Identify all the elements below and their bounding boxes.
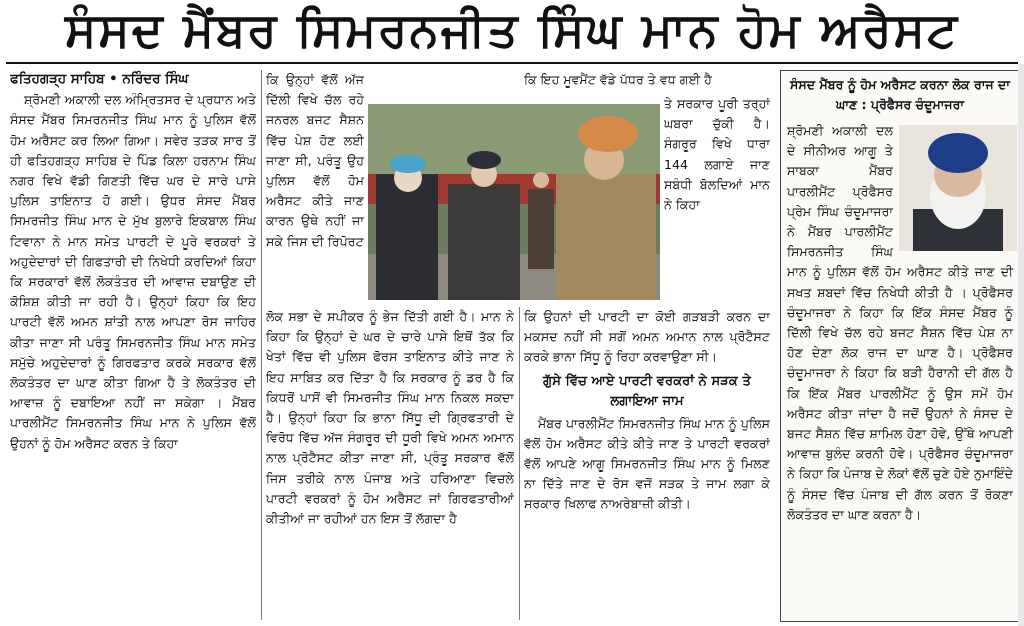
column-3-narrow [664,94,770,300]
news-photo [368,104,660,300]
column-3-top [524,70,770,94]
sidebar-body [787,121,1013,525]
column-2-top-text: ਕਿ ਉਨ੍ਹਾਂ ਵੱਲੋਂ ਅੱਜ ਦਿੱਲੀ ਵਿਖੇ ਚੱਲ ਰਹੇ ਜਨਰਲ ਬਜਟ ਸੈਸ਼ਨ ਵਿੱਚ ਪੇਸ਼ ਹੋਣ ਲਈ ਜਾਣਾ ਸੀ, ਪਰੰਤੂ ਉਹ ਪੁਲਿਸ ਵੱਲੋਂ ਹੋਮ ਅਰੈਸਟ ਕੀਤੇ ਜਾਣ ਕਾਰਨ ਉਥੇ ਨਹੀਂ ਜਾ ਸਕੇ ਜਿਸ ਦੀ ਰਿਪੋਰਟ [266,72,364,249]
column-1-text: ਸ਼੍ਰੋਮਣੀ ਅਕਾਲੀ ਦਲ ਅੰਮ੍ਰਿਤਸਰ ਦੇ ਪ੍ਰਧਾਨ ਅਤੇ ਸੰਸਦ ਮੈਂਬਰ ਸਿਮਰਨਜੀਤ ਸਿੰਘ ਮਾਨ ਨੂੰ ਪੁਲਿਸ ਵੱਲੋਂ ਹੋਮ ਅਰੈਸਟ ਕਰ ਲਿਆ ਗਿਆ। ਸਵੇਰ ਤੜਕ ਸਾਰ ਤੋਂ ਹੀ ਫਤਿਹਗੜ੍ਹ ਸਾਹਿਬ ਦੇ ਪਿੰਡ ਕਿਲਾ ਹਰਨਾਮ ਸਿੰਘ ਨਗਰ ਵਿਖੇ ਵੱਡੀ ਗਿਣਤੀ ਵਿੱਚ ਘਰ ਦੇ ਸਾਰੇ ਪਾਸੇ ਪੁਲਿਸ ਤਾਇਨਾਤ ਹੋ ਗਈ। ਉਧਰ ਸੰਸਦ ਮੈਂਬਰ ਸਿਮਰਜੀਤ ਸਿੰਘ ਮਾਨ ਦੇ ਮੁੱਖ ਬੁਲਾਰੇ ਇਕਬਾਲ ਸਿੰਘ ਟਿਵਾਨਾ ਨੇ ਮਾਨ ਸਮੇਤ ਪਾਰਟੀ ਦੇ ਪੂਰੇ ਵਰਕਰਾਂ ਤੇ ਅਹੁਦੇਦਾਰਾਂ ਦੀ ਗਿਫਤਾਰੀ ਦੀ ਨਿਖੇਧੀ ਕਰਦਿਆਂ ਕਿਹਾ ਕਿ ਸਰਕਾਰਾਂ ਵੱਲੋਂ ਲੋਕਤੰਤਰ ਦੀ ਆਵਾਜ਼ ਦਬਾਉਣ ਦੀ ਕੋਸ਼ਿਸ਼ ਕੀਤੀ ਜਾ ਰਹੀ ਹੈ। ਉਨ੍ਹਾਂ ਕਿਹਾ ਕਿ ਇਹ ਪਾਰਟੀ ਵੱਲੋਂ ਅਮਨ ਸ਼ਾਂਤੀ ਨਾਲ ਆਪਣਾ ਰੋਸ ਜਾਹਿਰ ਕੀਤਾ ਜਾਣਾ ਸੀ ਪਰੰਤੂ ਸਿਮਰਨਜੀਤ ਸਿੰਘ ਮਾਨ ਸਮੇਤ ਸਮੁੱਚੇ ਅਹੁਦੇਦਾਰਾਂ ਨੂੰ ਗਿਰਫਤਾਰ ਕਰਕੇ ਸਰਕਾਰ ਵੱਲੋਂ ਲੋਕਤੰਤਰ ਦਾ ਘਾਣ ਕੀਤਾ ਗਿਆ ਹੈ ਤੇ ਲੋਕਤੰਤਰ ਦੀ ਆਵਾਜ਼ ਨੂੰ ਦਬਾਇਆ ਨਹੀਂ ਜਾ ਸਕੇਗਾ । ਮੈਂਬਰ ਪਾਰਲੀਮੈਂਟ ਸਿਮਰਨਜੀਤ ਸਿੰਘ ਮਾਨ ਨੇ ਪੁਲਿਸ ਵੱਲੋਂ ਉਹਨਾਂ ਨੂੰ ਹੋਮ ਅਰੈਸਟ ਕਰਨ ਤੇ ਕਿਹਾ [10,92,256,451]
page-headline: ਸੰਸਦ ਮੈਂਬਰ ਸਿਮਰਨਜੀਤ ਸਿੰਘ ਮਾਨ ਹੋਮ ਅਰੈਸਟ [64,3,959,58]
portrait-photo [899,125,1017,251]
column-2-continued [266,307,514,621]
column-1 [10,70,256,622]
byline: ਫਤਿਹਗੜ੍ਹ ਸਾਹਿਬ • ਨਰਿੰਦਰ ਸਿੰਘ [10,72,189,87]
column-3-subhead: ਗੁੱਸੇ ਵਿੱਚ ਆਏ ਪਾਰਟੀ ਵਰਕਰਾਂ ਨੇ ਸੜਕ ਤੇ ਲਗਾਇਆ ਜਾਮ [543,373,751,409]
photo-image [368,104,660,300]
column-3-continued [524,307,770,621]
sidebar-headline: ਸੰਸਦ ਮੈਂਬਰ ਨੂੰ ਹੋਮ ਅਰੈਸਟ ਕਰਨਾ ਲੋਕ ਰਾਜ ਦਾ ਘਾਣ : ਪ੍ਰੋਫੈਸਰ ਚੰਦੂਮਾਜਰਾ [790,77,1010,112]
column-3-body: ਮੈਂਬਰ ਪਾਰਲੀਮੈਂਟ ਸਿਮਰਨਜੀਤ ਸਿੰਘ ਮਾਨ ਨੂੰ ਪੁਲਿਸ ਵੱਲੋਂ ਹੋਮ ਅਰੈਸਟ ਕੀਤੇ ਕੀਤੇ ਜਾਣ ਤੇ ਪਾਰਟੀ ਵਰਕਰਾਂ ਵੱਲੋਂ ਆਪਣੇ ਆਗੂ ਸਿਮਰਨਜੀਤ ਸਿੰਘ ਮਾਨ ਨੂੰ ਮਿਲਣ ਨਾ ਦਿੱਤੇ ਜਾਣ ਦੇ ਰੋਸ ਵਜੋਂ ਸੜਕ ਤੇ ਜਾਮ ਲਗਾ ਕੇ ਸਰਕਾਰ ਖਿਲਾਫ ਨਾਅਰੇਬਾਜ਼ੀ ਕੀਤੀ। [524,415,770,512]
column-2-continued-text: ਲੋਕ ਸਭਾ ਦੇ ਸਪੀਕਰ ਨੂੰ ਭੇਜ ਦਿੱਤੀ ਗਈ ਹੈ। ਮਾਨ ਨੇ ਕਿਹਾ ਕਿ ਉਨ੍ਹਾਂ ਦੇ ਘਰ ਦੇ ਚਾਰੇ ਪਾਸੇ ਇਥੋਂ ਤੱਕ ਕਿ ਖੇਤਾਂ ਵਿੱਚ ਵੀ ਪੁਲਿਸ ਫੋਰਸ ਤਾਇਨਾਤ ਕੀਤੇ ਜਾਣ ਨੇ ਇਹ ਸਾਬਿਤ ਕਰ ਦਿੱਤਾ ਹੈ ਕਿ ਸਰਕਾਰ ਨੂੰ ਡਰ ਹੈ ਕਿ ਕਿਧਰੋਂ ਪਾਸੋਂ ਵੀ ਸਿਮਰਜੀਤ ਸਿੰਘ ਮਾਨ ਨਿਕਲ ਸਕਦਾ ਹੈ। ਉਨ੍ਹਾਂ ਕਿਹਾ ਕਿ ਭਾਨਾ ਸਿੱਧੂ ਦੀ ਗ੍ਰਿਫਤਾਰੀ ਦੇ ਵਿਰੋਧ ਵਿੱਚ ਅੱਜ ਸੰਗਰੂਰ ਦੀ ਧੂਰੀ ਵਿਖੇ ਅਮਨ ਅਮਾਨ ਨਾਲ ਪ੍ਰੋਟੈਸਟ ਕੀਤਾ ਜਾਣਾ ਸੀ, ਪ੍ਰੰਤੂ ਸਰਕਾਰ ਵੱਲੋਂ ਜਿਸ ਤਰੀਕੇ ਨਾਲ ਪੰਜਾਬ ਅਤੇ ਹਰਿਆਣਾ ਵਿਚਲੇ ਪਾਰਟੀ ਵਰਕਰਾਂ ਨੂੰ ਹੋਮ ਅਰੈਸਟ ਜਾਂ ਗਿਰਫਤਾਰੀਆਂ ਕੀਤੀਆਂ ਜਾ ਰਹੀਆਂ ਹਨ ਇਸ ਤੋਂ ਲੱਗਦਾ ਹੈ [266,309,514,527]
sidebar-body-text: ਸ਼੍ਰੋਮਣੀ ਅਕਾਲੀ ਦਲ ਦੇ ਸੀਨੀਅਰ ਆਗੂ ਤੇ ਸਾਬਕਾ ਮੈਂਬਰ ਪਾਰਲੀਮੈਂਟ ਪ੍ਰੋਫੈਸਰ ਪ੍ਰੇਮ ਸਿੰਘ ਚੰਦੂਮਾਜਰਾ ਨੇ ਮੈਂਬਰ ਪਾਰਲੀਮੈਂਟ ਸਿਮਰਨਜੀਤ ਸਿੰਘ ਮਾਨ ਨੂੰ ਪੁਲਿਸ ਵੱਲੋਂ ਹੋਮ ਅਰੈਸਟ ਕੀਤੇ ਜਾਣ ਦੀ ਸਖਤ ਸ਼ਬਦਾਂ ਵਿੱਚ ਨਿਖੇਧੀ ਕੀਤੀ ਹੈ । ਪ੍ਰੋਫੈਸਰ ਚੰਦੂਮਾਜਰਾ ਨੇ ਕਿਹਾ ਕਿ ਇੱਕ ਸੰਸਦ ਮੈਂਬਰ ਨੂੰ ਦਿੱਲੀ ਵਿਖੇ ਚੱਲ ਰਹੇ ਬਜਟ ਸੈਸ਼ਨ ਵਿੱਚ ਪੇਸ਼ ਨਾ ਹੋਣ ਦੇਣਾ ਲੋਕ ਰਾਜ ਦਾ ਘਾਣ ਹੈ। ਪ੍ਰੋਫੈਸਰ ਚੰਦੂਮਾਜਰਾ ਨੇ ਕਿਹਾ ਕਿ ਬੜੀ ਹੈਰਾਨੀ ਦੀ ਗੱਲ ਹੈ ਕਿ ਇੱਕ ਮੈਂਬਰ ਪਾਰਲੀਮੈਂਟ ਨੂੰ ਉਸ ਸਮੇਂ ਹੋਮ ਅਰੈਸਟ ਕੀਤਾ ਜਾਂਦਾ ਹੈ ਜਦੋਂ ਉਹਨਾਂ ਨੇ ਸੰਸਦ ਦੇ ਬਜਟ ਸੈਸ਼ਨ ਵਿੱਚ ਸ਼ਾਮਿਲ ਹੋਣਾ ਹੋਵੇ, ਉੱਥੇ ਆਪਣੀ ਆਵਾਜ਼ ਬੁਲੰਦ ਕਰਨੀ ਹੋਵੇ। ਪ੍ਰੋਫੈਸਰ ਚੰਦੂਮਾਜਰਾ ਨੇ ਕਿਹਾ ਕਿ ਪੰਜਾਬ ਦੇ ਲੋਕਾਂ ਵੱਲੋਂ ਚੁਣੇ ਹੋਏ ਨੁਮਾਇੰਦੇ ਨੂੰ ਸੰਸਦ ਵਿੱਚ ਪੰਜਾਬ ਦੀ ਗੱਲ ਕਰਨ ਤੋਂ ਰੋਕਣਾ ਲੋਕਤੰਤਰ ਦਾ ਘਾਣ ਕਰਨਾ ਹੈ। [787,123,1013,522]
portrait-image [899,125,1017,251]
column-3-top-text: ਕਿ ਇਹ ਮੂਵਮੈਂਟ ਵੱਡੇ ਪੱਧਰ ਤੇ ਵਧ ਗਈ ਹੈ [524,72,712,87]
column-3-narrow-text: ਤੇ ਸਰਕਾਰ ਪੂਰੀ ਤਰ੍ਹਾਂ ਘਬਰਾ ਚੁੱਕੀ ਹੈ। ਸੰਗਰੂਰ ਵਿਖੇ ਧਾਰਾ 144 ਲਗਾਏ ਜਾਣ ਸਬੰਧੀ ਬੋਲਦਿਆਂ ਮਾਨ ਨੇ ਕਿਹਾ [664,96,770,213]
column-3-continued-text: ਕਿ ਉਹਨਾਂ ਦੀ ਪਾਰਟੀ ਦਾ ਕੋਈ ਗੜਬੜੀ ਕਰਨ ਦਾ ਮਕਸਦ ਨਹੀਂ ਸੀ ਸਗੋਂ ਅਮਨ ਅਮਾਨ ਨਾਲ ਪ੍ਰੋਟੈਸਟ ਕਰਕੇ ਭਾਨਾ ਸਿੱਧੂ ਨੂੰ ਰਿਹਾ ਕਰਵਾਉਣਾ ਸੀ। [524,309,770,365]
sidebar-box [780,70,1020,622]
column-divider [519,307,520,620]
headline-rule [6,62,1018,64]
column-2-top [266,70,364,300]
column-divider [261,70,262,620]
page-edge [1018,64,1024,626]
